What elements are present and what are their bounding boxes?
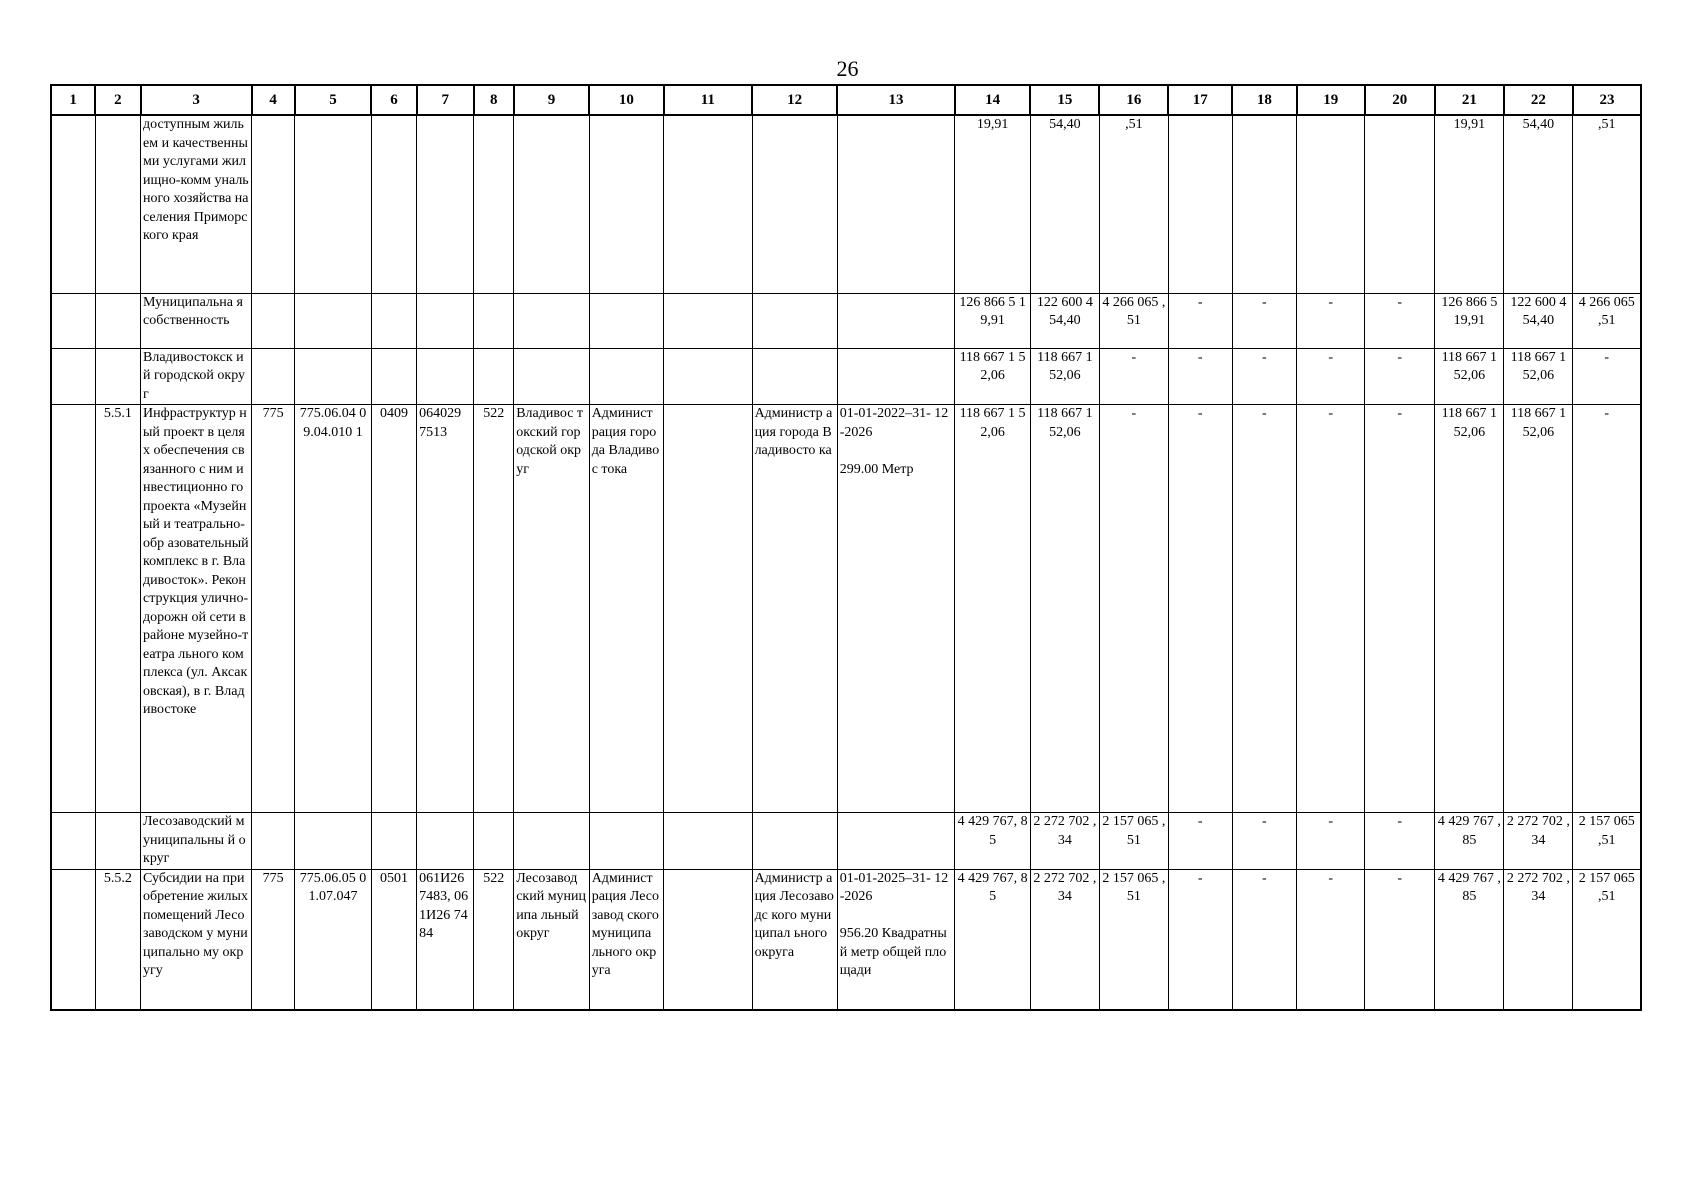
table-cell <box>589 115 663 293</box>
table-cell: Админист рация города Владивос тока <box>589 405 663 813</box>
table-cell <box>252 813 295 870</box>
col-header: 7 <box>417 85 474 115</box>
table-cell <box>1365 115 1435 293</box>
table-cell: - <box>1232 293 1297 348</box>
table-cell: 5.5.2 <box>95 869 140 1010</box>
table-cell <box>295 115 372 293</box>
table-cell <box>664 348 752 405</box>
table-cell <box>95 348 140 405</box>
table-cell <box>837 348 955 405</box>
table-cell <box>252 348 295 405</box>
table-row <box>51 293 1641 348</box>
col-header: 6 <box>371 85 416 115</box>
table-cell <box>514 348 590 405</box>
table-cell <box>752 293 837 348</box>
table-row <box>51 405 1641 813</box>
col-header: 3 <box>141 85 252 115</box>
col-header: 12 <box>752 85 837 115</box>
table-cell: 54,40 <box>1030 115 1099 293</box>
col-header: 11 <box>664 85 752 115</box>
table-cell: ,51 <box>1099 115 1168 293</box>
page-number: 26 <box>836 56 859 81</box>
table-cell <box>474 813 514 870</box>
table-cell: 5.5.1 <box>95 405 140 813</box>
table-cell: 4 266 065 ,51 <box>1573 293 1641 348</box>
table-cell: - <box>1573 405 1641 813</box>
table-cell: - <box>1365 293 1435 348</box>
table-row <box>51 813 1641 870</box>
table-cell <box>95 293 140 348</box>
table-cell <box>664 869 752 1010</box>
table-cell: Муниципальна я собственность <box>141 293 252 348</box>
table-cell: 2 272 702 ,34 <box>1504 813 1573 870</box>
col-header: 15 <box>1030 85 1099 115</box>
col-header: 4 <box>252 85 295 115</box>
col-header: 14 <box>955 85 1031 115</box>
table-cell: 2 157 065 ,51 <box>1573 813 1641 870</box>
table-cell <box>417 293 474 348</box>
table-row <box>51 115 1641 293</box>
table-cell <box>252 115 295 293</box>
table-cell: 126 866 5 19,91 <box>955 293 1031 348</box>
table-cell <box>664 115 752 293</box>
table-cell: 118 667 1 52,06 <box>955 348 1031 405</box>
table-cell: 061И26 7483, 061И26 7484 <box>417 869 474 1010</box>
table-cell: - <box>1099 348 1168 405</box>
col-header: 5 <box>295 85 372 115</box>
table-cell <box>371 293 416 348</box>
table-cell: 54,40 <box>1504 115 1573 293</box>
table-cell <box>417 348 474 405</box>
header-row <box>51 85 1641 115</box>
table-cell: 2 272 702 ,34 <box>1504 869 1573 1010</box>
table-cell <box>417 115 474 293</box>
table-cell: Инфраструктур ный проект в целях обеспечения связанного с ним инвестиционно го проекта «Музейный и театрально-обр азовательный комплекс в г. Владивосток». Реконструкция улично-дорожн ой сети в районе музейно-театра льного комплекса (ул. Аксаковская), в г. Владивостоке <box>141 405 252 813</box>
table-cell: 19,91 <box>955 115 1031 293</box>
table-cell: - <box>1365 813 1435 870</box>
table-cell: 118 667 1 52,06 <box>1504 348 1573 405</box>
col-header: 16 <box>1099 85 1168 115</box>
table-cell: 2 272 702 ,34 <box>1030 813 1099 870</box>
table-cell <box>752 115 837 293</box>
table-cell: - <box>1168 293 1232 348</box>
table-cell: Владивостокск ий городской округ <box>141 348 252 405</box>
table-cell <box>95 115 140 293</box>
col-header: 8 <box>474 85 514 115</box>
table-cell: 4 429 767 ,85 <box>1435 869 1504 1010</box>
table-cell: Лесозаводский муниципальны й округ <box>141 813 252 870</box>
table-cell: 4 429 767, 85 <box>955 869 1031 1010</box>
table-cell <box>51 813 95 870</box>
table-row <box>51 348 1641 405</box>
table-cell: 122 600 4 54,40 <box>1030 293 1099 348</box>
table-cell: - <box>1099 405 1168 813</box>
table-cell <box>371 115 416 293</box>
table-row <box>51 869 1641 1010</box>
table-cell <box>1168 115 1232 293</box>
table-cell <box>51 348 95 405</box>
table-cell: Администр ация города Владивосто ка <box>752 405 837 813</box>
table-cell <box>514 813 590 870</box>
table-cell <box>514 115 590 293</box>
table-cell: 4 429 767 ,85 <box>1435 813 1504 870</box>
table-body <box>51 115 1641 1010</box>
table-cell <box>1232 115 1297 293</box>
table-cell <box>664 405 752 813</box>
table-cell: 122 600 4 54,40 <box>1504 293 1573 348</box>
table-cell <box>252 293 295 348</box>
table-cell: 19,91 <box>1435 115 1504 293</box>
table-cell <box>589 348 663 405</box>
col-header: 2 <box>95 85 140 115</box>
table-cell: Администр ация Лесозаводс кого муниципал ьного округа <box>752 869 837 1010</box>
table-cell: 522 <box>474 869 514 1010</box>
table-cell <box>837 293 955 348</box>
table-cell <box>589 813 663 870</box>
table-cell: - <box>1365 348 1435 405</box>
table-cell: - <box>1232 405 1297 813</box>
table-cell: 2 157 065 ,51 <box>1099 869 1168 1010</box>
table-cell: - <box>1297 405 1365 813</box>
table-cell: - <box>1232 813 1297 870</box>
table-cell <box>51 869 95 1010</box>
table-cell: - <box>1365 405 1435 813</box>
table-cell: 2 157 065 ,51 <box>1573 869 1641 1010</box>
table-cell: 775 <box>252 405 295 813</box>
table-cell: 126 866 5 19,91 <box>1435 293 1504 348</box>
col-header: 10 <box>589 85 663 115</box>
table-cell <box>51 115 95 293</box>
table-cell <box>664 293 752 348</box>
col-header: 21 <box>1435 85 1504 115</box>
table-cell: ,51 <box>1573 115 1641 293</box>
table-cell: 118 667 1 52,06 <box>1435 405 1504 813</box>
table-cell <box>474 348 514 405</box>
table-cell <box>837 813 955 870</box>
table-cell <box>589 293 663 348</box>
table-cell <box>752 813 837 870</box>
col-header: 1 <box>51 85 95 115</box>
col-header: 13 <box>837 85 955 115</box>
table-cell <box>95 813 140 870</box>
table-cell: 01-01-2025–31- 12-2026 956.20 Квадратный метр общей площади <box>837 869 955 1010</box>
table-cell: 2 272 702 ,34 <box>1030 869 1099 1010</box>
table-cell <box>474 115 514 293</box>
table-cell: - <box>1168 869 1232 1010</box>
table-cell: 0501 <box>371 869 416 1010</box>
table-cell: - <box>1232 348 1297 405</box>
table-cell: - <box>1365 869 1435 1010</box>
col-header: 22 <box>1504 85 1573 115</box>
table-cell: - <box>1168 405 1232 813</box>
col-header: 19 <box>1297 85 1365 115</box>
table-cell <box>295 813 372 870</box>
table-cell: 0409 <box>371 405 416 813</box>
table-cell: Владивос токский городской округ <box>514 405 590 813</box>
table-cell: 118 667 1 52,06 <box>1030 348 1099 405</box>
table-cell <box>1297 115 1365 293</box>
table-cell <box>371 348 416 405</box>
table-cell <box>371 813 416 870</box>
table-cell <box>295 348 372 405</box>
table-cell: 118 667 1 52,06 <box>1435 348 1504 405</box>
col-header: 17 <box>1168 85 1232 115</box>
table-cell <box>474 293 514 348</box>
table-cell: - <box>1232 869 1297 1010</box>
table-cell <box>752 348 837 405</box>
table-cell: Админист рация Лесозавод ского муниципа льного округа <box>589 869 663 1010</box>
col-header: 18 <box>1232 85 1297 115</box>
table-cell: 522 <box>474 405 514 813</box>
table-cell <box>514 293 590 348</box>
table-cell: - <box>1168 813 1232 870</box>
col-header: 23 <box>1573 85 1641 115</box>
table-cell <box>417 813 474 870</box>
table-cell: 118 667 1 52,06 <box>955 405 1031 813</box>
table-cell: 118 667 1 52,06 <box>1504 405 1573 813</box>
table-cell: 064029 7513 <box>417 405 474 813</box>
table-cell: 775.06.04 09.04.010 1 <box>295 405 372 813</box>
table-cell: доступным жильем и качественными услугами жилищно-комм унального хозяйства населения Приморского края <box>141 115 252 293</box>
table-cell: - <box>1297 293 1365 348</box>
table-cell <box>51 405 95 813</box>
program-table <box>50 84 1642 1011</box>
col-header: 20 <box>1365 85 1435 115</box>
table-cell: 775 <box>252 869 295 1010</box>
table-cell <box>837 115 955 293</box>
table-cell: 01-01-2022–31- 12-2026 299.00 Метр <box>837 405 955 813</box>
table-cell: 4 429 767, 85 <box>955 813 1031 870</box>
table-cell: - <box>1297 348 1365 405</box>
table-cell: 118 667 1 52,06 <box>1030 405 1099 813</box>
table-cell: 4 266 065 ,51 <box>1099 293 1168 348</box>
table-cell: - <box>1297 813 1365 870</box>
table-cell <box>664 813 752 870</box>
col-header: 9 <box>514 85 590 115</box>
table-cell: Субсидии на приобретение жилых помещений Лесозаводском у муниципально му округу <box>141 869 252 1010</box>
table-cell: 2 157 065 ,51 <box>1099 813 1168 870</box>
table-cell <box>295 293 372 348</box>
table-cell <box>51 293 95 348</box>
table-cell: - <box>1297 869 1365 1010</box>
table-cell: - <box>1573 348 1641 405</box>
table-cell: Лесозавод ский муниципа льный округ <box>514 869 590 1010</box>
table-cell: - <box>1168 348 1232 405</box>
table-cell: 775.06.05 01.07.047 <box>295 869 372 1010</box>
